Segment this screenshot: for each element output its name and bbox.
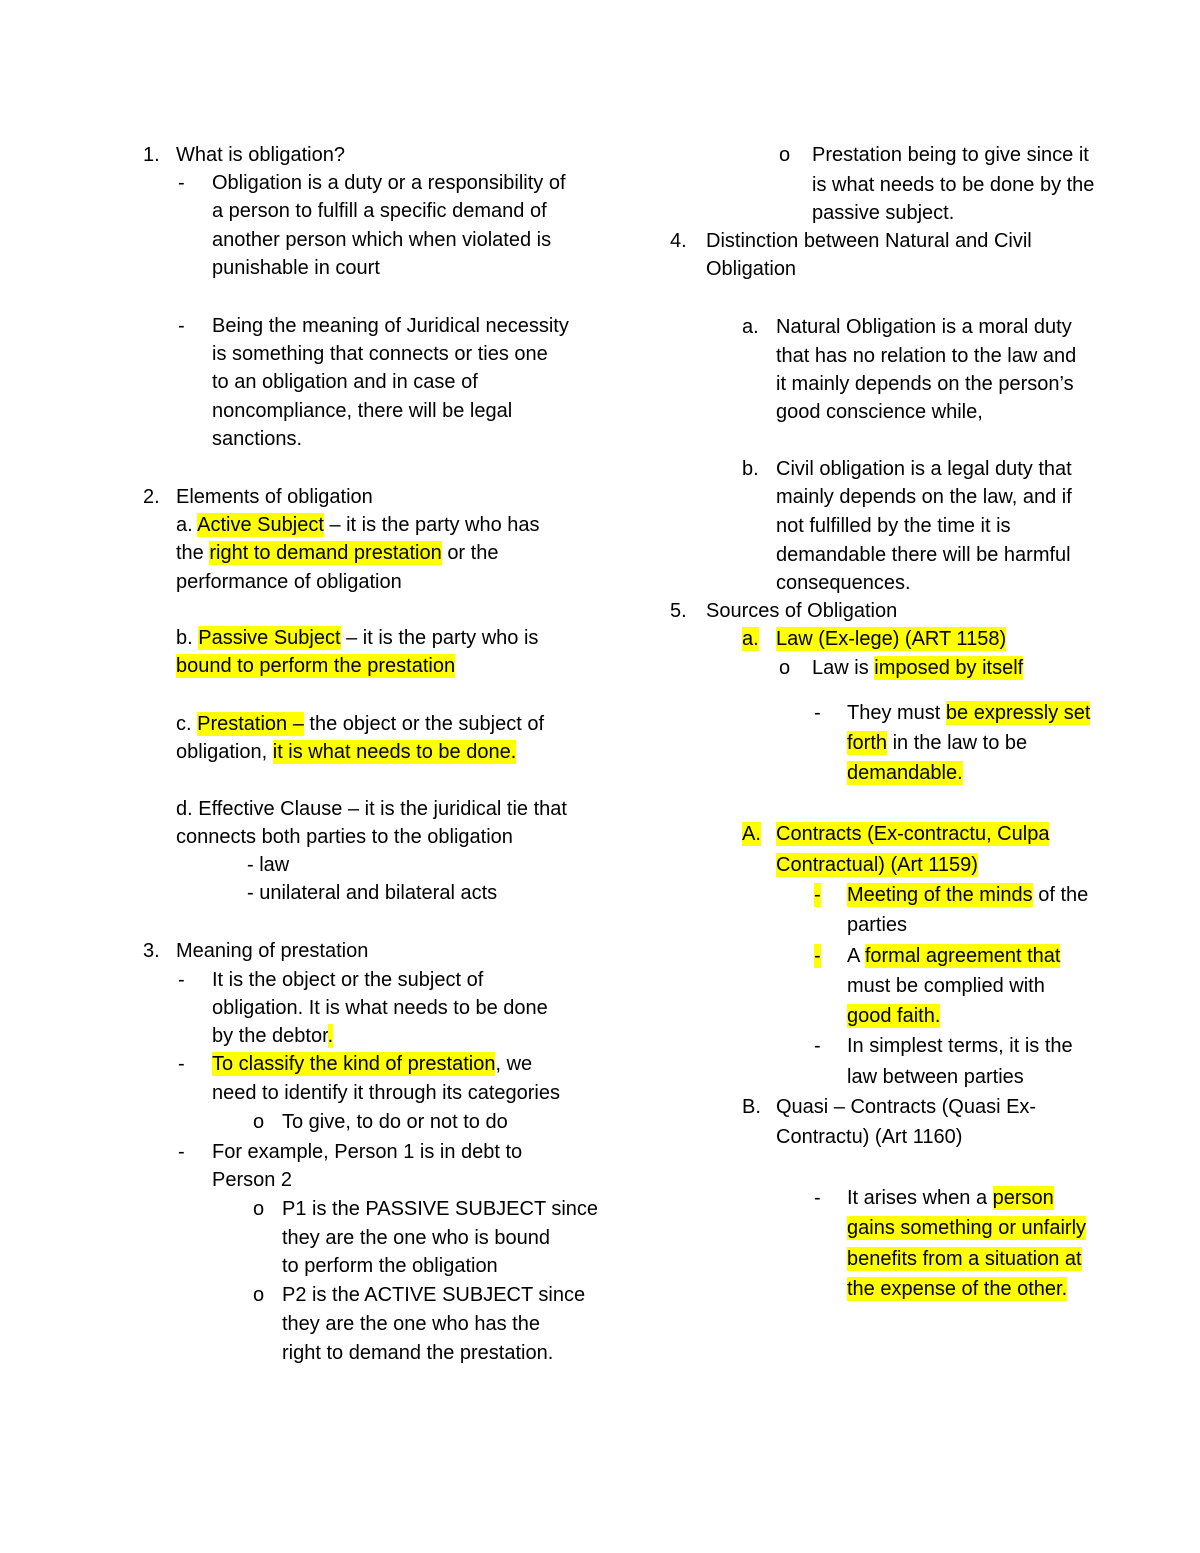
text-segment: or the (447, 542, 499, 564)
text-segment: by the debtor (212, 1025, 328, 1047)
highlight: forth (847, 732, 888, 754)
item-marker (742, 820, 761, 848)
bullet-circle: o (779, 657, 791, 679)
text-line: d. Effective Clause – it is the juridical tie that (176, 798, 567, 820)
bullet-dash: - (178, 1141, 185, 1163)
text-line (847, 759, 963, 787)
text-line: mainly depends on the law, and if (776, 486, 1072, 508)
bullet-dash: - (178, 969, 185, 991)
text-line: noncompliance, there will be legal (212, 400, 513, 422)
bullet-circle: o (253, 1198, 265, 1220)
q4-title: Distinction between Natural and Civil (706, 230, 1032, 252)
text-line: to an obligation and in case of (212, 371, 478, 393)
q1-number: 1. (143, 144, 160, 166)
text-line (812, 654, 1023, 682)
bullet-dash: - (814, 702, 821, 724)
text-line (847, 1184, 1054, 1212)
text-line: is something that connects or ties one (212, 343, 548, 365)
active-subject-line (176, 511, 540, 539)
text-line: It is the object or the subject of (212, 969, 484, 991)
bullet-circle: o (253, 1111, 265, 1133)
text-line: In simplest terms, it is the (847, 1035, 1073, 1057)
item-marker: b. (176, 627, 193, 649)
text-line (847, 1214, 1086, 1242)
highlight: demandable. (847, 762, 963, 784)
passive-subject-line (176, 652, 455, 680)
contracts-title (776, 820, 1049, 848)
bullet-dash: - (178, 172, 185, 194)
highlight: formal agreement that (864, 945, 1061, 967)
q5-title: Sources of Obligation (706, 600, 898, 622)
text-segment: They must (847, 702, 941, 724)
quasi-title: Contractu) (Art 1160) (776, 1126, 963, 1148)
highlight: . (327, 1025, 334, 1047)
text-segment: Law is (812, 657, 869, 679)
text-line: another person which when violated is (212, 229, 552, 251)
item-marker (742, 625, 759, 653)
q2-title: Elements of obligation (176, 486, 373, 508)
text-line: Person 2 (212, 1169, 293, 1191)
law-title (776, 625, 1006, 653)
text-line: Civil obligation is a legal duty that (776, 458, 1072, 480)
highlight: Contractual) (Art 1159) (776, 854, 978, 876)
highlight: Law (Ex-lege) (ART 1158) (776, 628, 1007, 650)
text-line: Obligation is a duty or a responsibility of (212, 172, 566, 194)
contracts-title (776, 851, 978, 879)
q2-number: 2. (143, 486, 160, 508)
bullet-dash: - (178, 1053, 185, 1075)
prestation-line (176, 738, 516, 766)
highlight: the expense of the other. (847, 1278, 1068, 1300)
bullet-circle: o (253, 1284, 265, 1306)
text-line: performance of obligation (176, 571, 402, 593)
bullet-dash (814, 942, 821, 970)
text-line: P2 is the ACTIVE SUBJECT since (282, 1284, 586, 1306)
text-line: P1 is the PASSIVE SUBJECT since (282, 1198, 599, 1220)
highlight: - (814, 945, 821, 967)
text-segment: obligation, (176, 741, 268, 763)
q3-number: 3. (143, 940, 160, 962)
text-line: demandable there will be harmful (776, 544, 1071, 566)
text-line (847, 1275, 1067, 1303)
text-line: good conscience while, (776, 401, 983, 423)
highlight: bound to perform the prestation (176, 655, 456, 677)
text-segment: – it is the party who has (329, 514, 540, 536)
highlight: Active Subject (197, 514, 324, 536)
quasi-title: Quasi – Contracts (Quasi Ex- (776, 1096, 1037, 1118)
text-line (847, 942, 1060, 970)
text-segment: – it is the party who is (346, 627, 539, 649)
text-line: connects both parties to the obligation (176, 826, 513, 848)
bullet-dash: - (178, 315, 185, 337)
highlight: Meeting of the minds (847, 884, 1033, 906)
text-line: a person to fulfill a specific demand of (212, 200, 547, 222)
text-line: passive subject. (812, 202, 955, 224)
highlight: A. (742, 823, 761, 845)
text-line: To give, to do or not to do (282, 1111, 508, 1133)
prestation-line (176, 710, 544, 738)
q4-title: Obligation (706, 258, 797, 280)
text-line: For example, Person 1 is in debt to (212, 1141, 523, 1163)
text-line: to perform the obligation (282, 1255, 498, 1277)
text-line: punishable in court (212, 257, 380, 279)
text-line: consequences. (776, 572, 911, 594)
text-line: not fulfilled by the time it is (776, 515, 1011, 537)
highlight: benefits from a situation at (847, 1248, 1082, 1270)
highlight: be expressly set (945, 702, 1091, 724)
bullet-dash: - (814, 1187, 821, 1209)
q3-title: Meaning of prestation (176, 940, 369, 962)
text-line: it mainly depends on the person’s (776, 373, 1074, 395)
text-line (212, 1050, 532, 1078)
highlight: gains something or unfairly (847, 1217, 1087, 1239)
text-line (212, 1022, 333, 1050)
highlight: good faith. (847, 1005, 941, 1027)
text-line: they are the one who is bound (282, 1227, 550, 1249)
text-line: law between parties (847, 1066, 1024, 1088)
highlight: it is what needs to be done. (272, 741, 517, 763)
text-segment: , we (495, 1053, 533, 1075)
bullet-dash (814, 881, 821, 909)
highlight: right to demand prestation (209, 542, 442, 564)
highlight: To classify the kind of prestation (212, 1053, 496, 1075)
text-line: need to identify it through its categories (212, 1082, 560, 1104)
text-line (847, 699, 1090, 727)
highlight: a. (742, 628, 759, 650)
text-line (847, 881, 1088, 909)
q1-title: What is obligation? (176, 144, 345, 166)
highlight: person (992, 1187, 1054, 1209)
item-marker: c. (176, 713, 192, 735)
q4-number: 4. (670, 230, 687, 252)
highlight: Passive Subject (198, 627, 341, 649)
passive-subject-line (176, 624, 538, 652)
item-marker: B. (742, 1096, 761, 1118)
text-segment: in the law to be (892, 732, 1028, 754)
text-line: Natural Obligation is a moral duty (776, 316, 1072, 338)
item-marker: b. (742, 458, 759, 480)
active-subject-line (176, 539, 498, 567)
text-segment: A (847, 945, 860, 967)
text-segment: the (176, 542, 204, 564)
text-segment: of the (1038, 884, 1089, 906)
bullet-circle: o (779, 144, 791, 166)
text-line: Prestation being to give since it (812, 144, 1089, 166)
text-line: they are the one who has the (282, 1313, 540, 1335)
text-line: sanctions. (212, 428, 303, 450)
q5-number: 5. (670, 600, 687, 622)
sub-item: - unilateral and bilateral acts (247, 882, 498, 904)
text-line: parties (847, 914, 908, 936)
highlight: - (814, 884, 821, 906)
highlight: imposed by itself (874, 657, 1024, 679)
text-segment: the object or the subject of (309, 713, 545, 735)
highlight: Contracts (Ex-contractu, Culpa (776, 823, 1050, 845)
highlight: Prestation – (197, 713, 304, 735)
text-line (847, 1245, 1082, 1273)
sub-item: - law (247, 854, 290, 876)
item-marker: a. (176, 514, 193, 536)
text-line (847, 1002, 940, 1030)
text-segment: It arises when a (847, 1187, 988, 1209)
text-line: is what needs to be done by the (812, 174, 1095, 196)
item-marker: a. (742, 316, 759, 338)
text-line: must be complied with (847, 975, 1045, 997)
text-line: obligation. It is what needs to be done (212, 997, 548, 1019)
text-line (847, 729, 1027, 757)
bullet-dash: - (814, 1035, 821, 1057)
text-line: that has no relation to the law and (776, 345, 1077, 367)
text-line: Being the meaning of Juridical necessity (212, 315, 569, 337)
text-line: right to demand the prestation. (282, 1342, 554, 1364)
